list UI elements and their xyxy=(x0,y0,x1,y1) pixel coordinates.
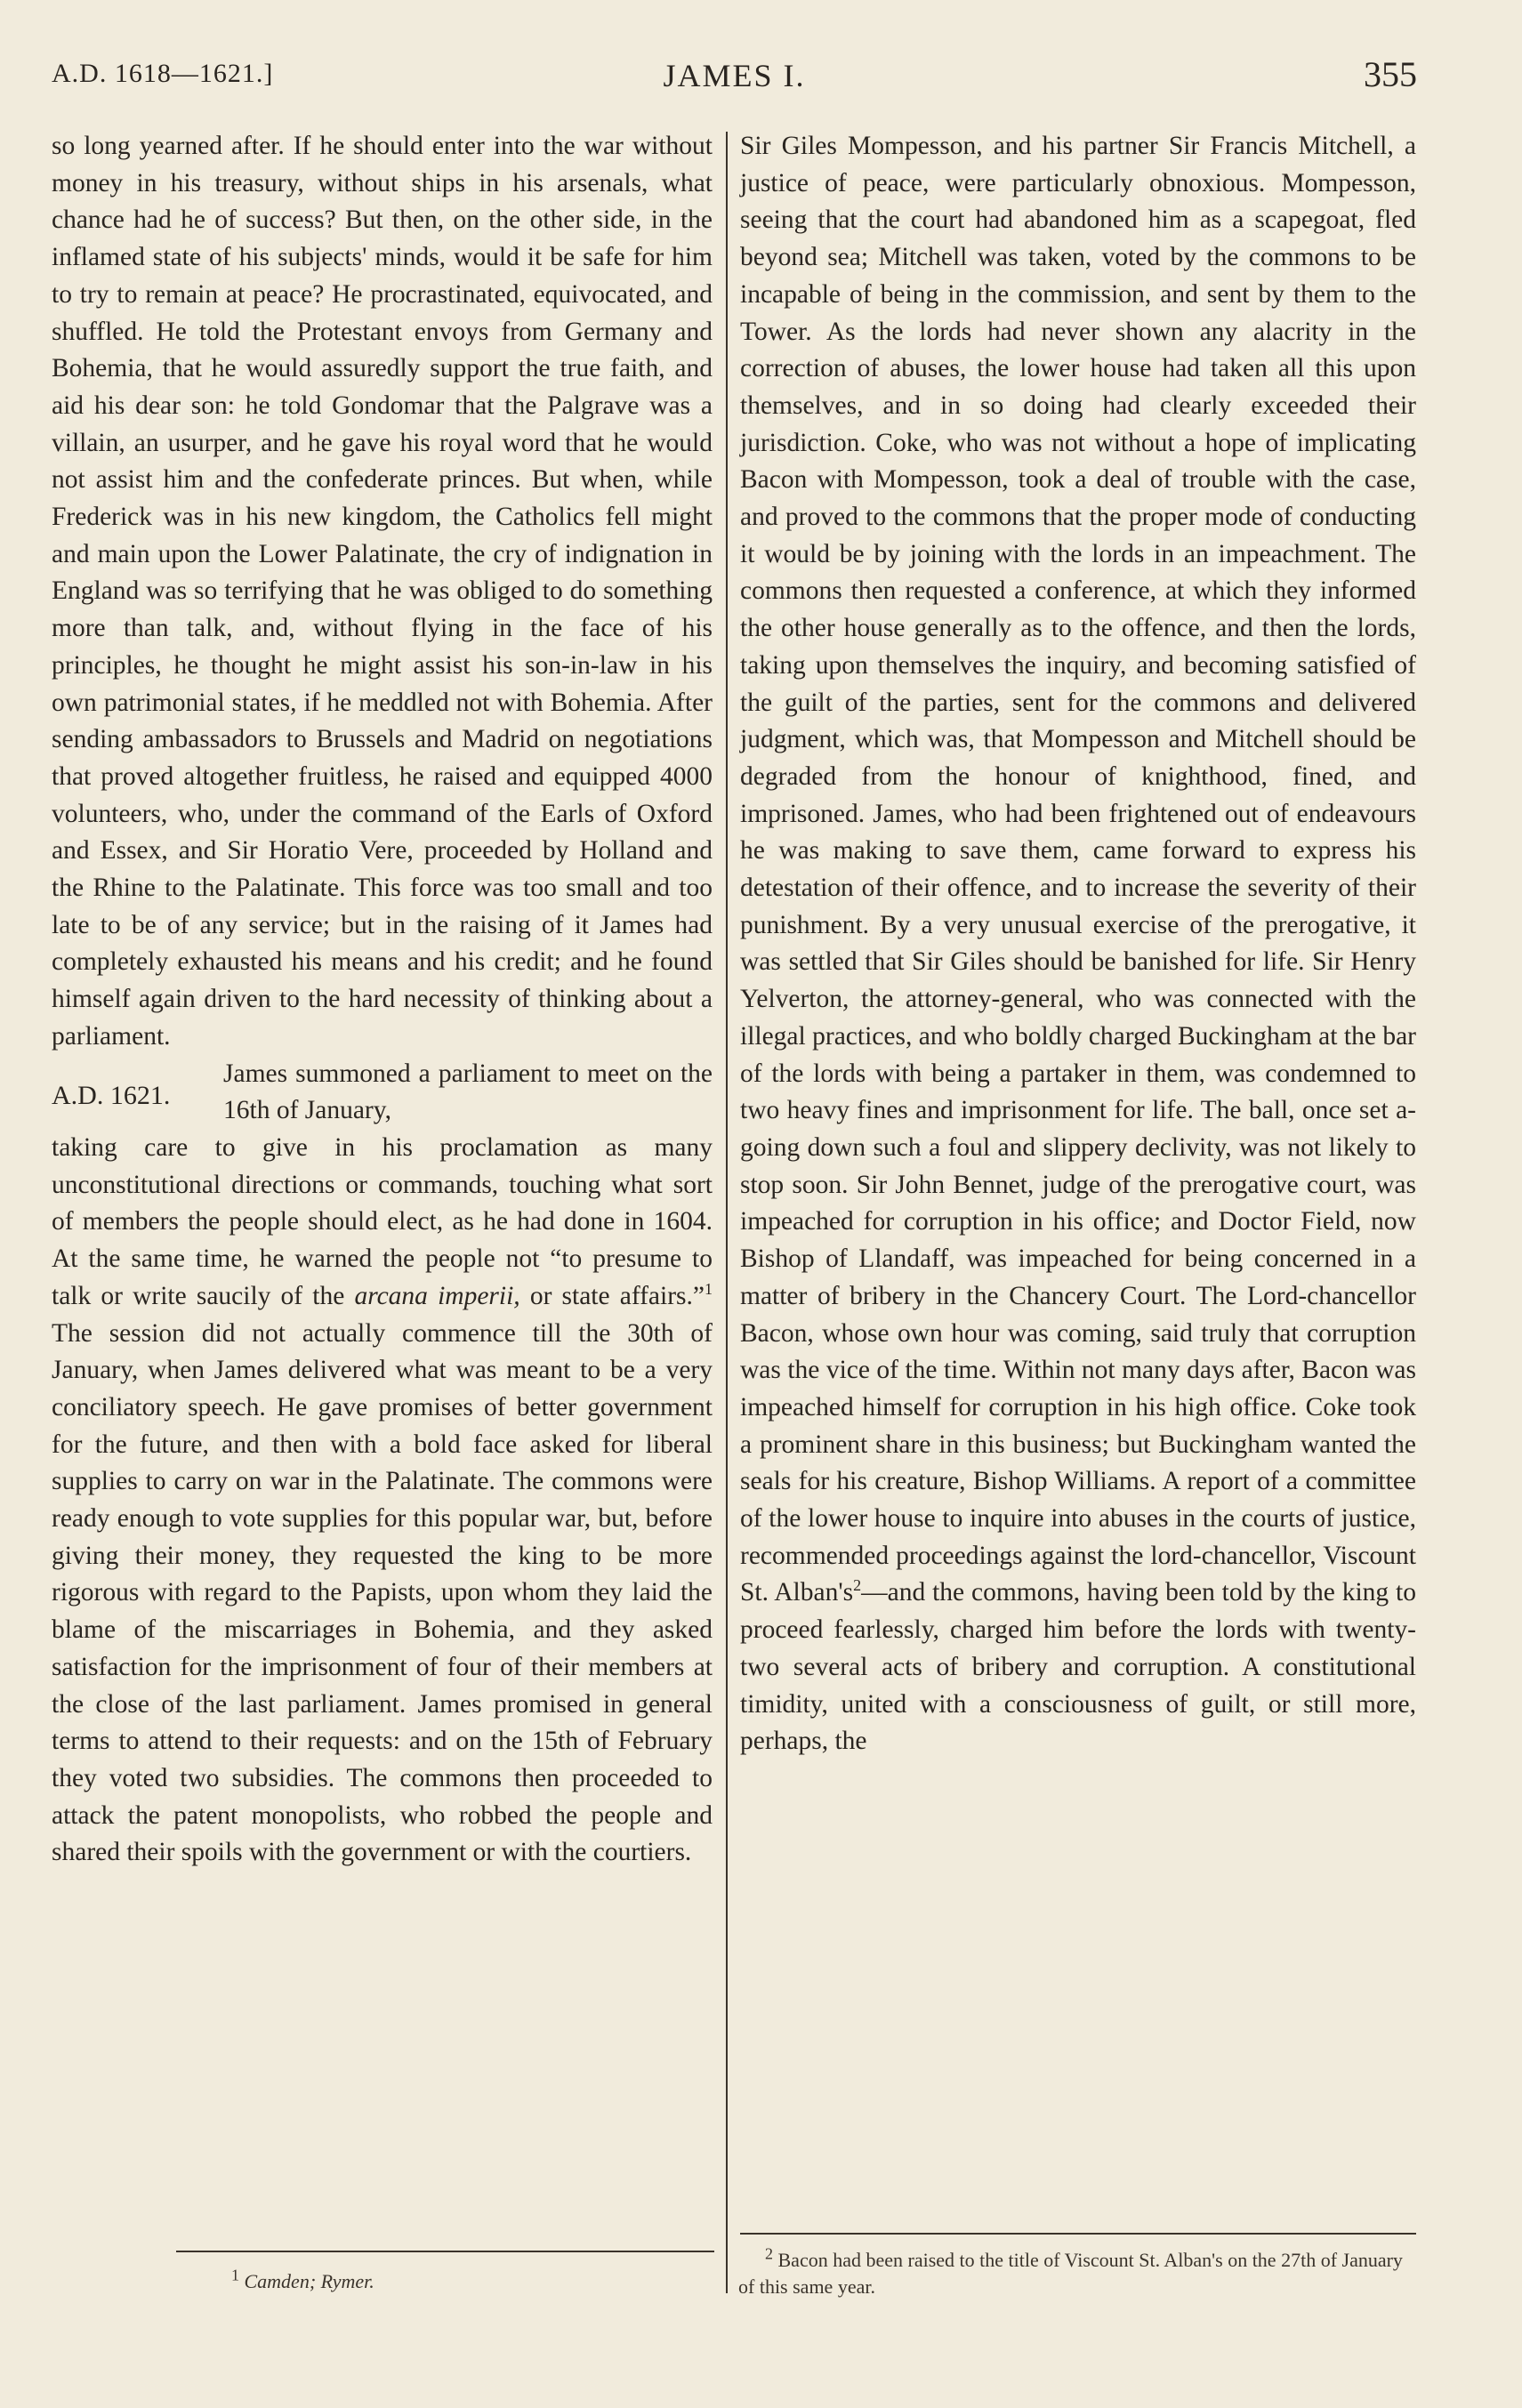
header-period: A.D. 1618—1621.] xyxy=(52,59,274,88)
footnote-rule-left xyxy=(176,2251,714,2252)
footnote-1-mark: 1 xyxy=(231,2266,239,2284)
paragraph-parliament-part-a: taking care to give in his proclamation as many unconstitutional directions or commands, touching what sort of members the people should elect, as he had done in 1604. At the same time, he warned the people not “to presume to talk or write saucily of the xyxy=(52,1132,713,1310)
column-divider xyxy=(726,132,728,2293)
paragraph-parliament xyxy=(52,1130,713,1872)
page-number: 355 xyxy=(1364,54,1417,94)
footnote-rule-right xyxy=(740,2233,1416,2235)
margin-date-note: A.D. 1621. xyxy=(52,1080,171,1110)
footnote-ref-1: 1 xyxy=(705,1279,713,1298)
footnote-2 xyxy=(738,2244,1416,2300)
header-title: JAMES I. xyxy=(663,58,806,93)
paragraph-war-dilemma: so long yearned after. If he should enter into the war without money in his treasury, without ships in his arsenals, what chance had he of success? But then, on the other side, in the inflamed state of his subjects' minds, would it be safe for him to try to remain at peace? He procrastinated, equivocated, and shuffled. He told the Protestant envoys from Germany and Bohemia, that he would assuredly support the true faith, and aid his dear son: he told Gondomar that the Palgrave was a villain, an usurper, and he gave his royal word that he would not assist him and the confederate princes. But when, while Frederick was in his new kingdom, the Catholics fell might and main upon the Lower Palatinate, the cry of indignation in England was so terrifying that he was obliged to do something more than talk, and, without flying in the face of his principles, he thought he might assist his son-in-law in his own patrimonial states, if he meddled not with Bohemia. After sending ambassadors to Brussels and Madrid on negotiations that proved altogether fruitless, he raised and equipped 4000 volunteers, who, under the command of the Earls of Oxford and Essex, and Sir Horatio Vere, proceeded by Holland and the Rhine to the Palatinate. This force was too small and too late to be of any service; but in the raising of it James had completely exhausted his means and his credit; and he found himself again driven to the hard necessity of thinking about a parliament. xyxy=(52,132,713,1051)
arcana-imperii-phrase: arcana imperii, xyxy=(354,1281,520,1310)
paragraph-parliament-part-b: or state affairs.” xyxy=(519,1281,705,1310)
paragraph-parliament-part-c: The session did not actually commence till the 30th of January, when James delivered what was meant to be a very conciliatory speech. He gave promises of better government for the future, and then with a bold face asked for liberal supplies to carry on war in the Palatinate. The commons were ready enough to vote supplies for this popular war, but, before giving their money, they requested the king to be more rigorous with regard to the Papists, upon whom they laid the blame of the miscarriages in Bohemia, and they asked satisfaction for the imprisonment of four of their members at the close of the last parliament. James promised in general terms to attend to their requests: and on the 15th of February they voted two subsidies. The commons then proceeded to attack the patent monopolists, who robbed the people and shared their spoils with the government or with the courtiers. xyxy=(52,1318,713,1867)
paragraph-impeachments-part-a: Sir Giles Mompesson, and his partner Sir Francis Mitchell, a justice of peace, were particularly obnoxious. Mompesson, seeing that the court had abandoned him as a scapegoat, fled beyond sea; Mitchell was taken, voted by the commons to be incapable of being in the commission, and sent by them to the Tower. As the lords had never shown any alacrity in the correction of abuses, the lower house had taken all this upon themselves, and in so doing had clearly exceeded their jurisdiction. Coke, who was not without a hope of implicating Bacon with Mompesson, took a deal of trouble with the case, and proved to the commons that the proper mode of conducting it would be by joining with the lords in an impeachment. The commons then requested a conference, at which they informed the other house generally as to the offence, and then the lords, taking upon themselves the inquiry, and becoming satisfied of the guilt of the parties, sent for the commons and delivered judgment, which was, that Mompesson and Mitchell should be degraded from the honour of knighthood, fined, and imprisoned. James, who had been frightened out of endeavours he was making to save them, came forward to express his detestation of their offence, and to increase the severity of their punishment. By a very unusual exercise of the prerogative, it was settled that Sir Giles should be banished for life. Sir Henry Yelverton, the attorney-general, who was connected with the illegal practices, and who boldly charged Buckingham at the bar of the lords with being a partaker in them, was condemned to two heavy fines and imprisonment for life. The ball, once set a-going down such a foul and slippery declivity, was not likely to stop soon. Sir John Bennet, judge of the prerogative court, was impeached for corruption in his office; and Doctor Field, now Bishop of Llandaff, was impeached for being concerned in a matter of bribery in the Chancery Court. The Lord-chancellor Bacon, whose own hour was coming, said truly that corruption was the vice of the time. Within not many days after, Bacon was impeached himself for corruption in his high office. Coke took a prominent share in this business; but Buckingham wanted the seals for his creature, Bishop Williams. A report of a committee of the lower house to inquire into abuses in the courts of justice, recommended proceedings against the lord-chancellor, Viscount St. Alban's xyxy=(740,132,1416,1607)
left-column xyxy=(52,128,713,2374)
right-column xyxy=(740,128,1416,2374)
footnote-1-text: Camden; Rymer. xyxy=(244,2270,374,2292)
paragraph-impeachments xyxy=(740,128,1416,1760)
running-header xyxy=(52,53,1417,98)
footnote-2-text: Bacon had been raised to the title of Viscount St. Alban's on the 27th of January of this same year. xyxy=(738,2249,1403,2298)
footnote-ref-2: 2 xyxy=(853,1576,862,1595)
parliament-paragraph-lead xyxy=(52,1056,713,1130)
footnote-1 xyxy=(231,2266,676,2293)
paragraph-lead-text: James summoned a parliament to meet on the 16th of January, xyxy=(223,1059,713,1125)
paragraph-impeachments-part-b: —and the commons, having been told by the king to proceed fearlessly, charged him before the lords with twenty-two several acts of bribery and corruption. A constitutional timidity, united with a consciousness of guilt, or still more, perhaps, the xyxy=(740,1578,1416,1756)
footnote-2-mark: 2 xyxy=(765,2244,773,2263)
